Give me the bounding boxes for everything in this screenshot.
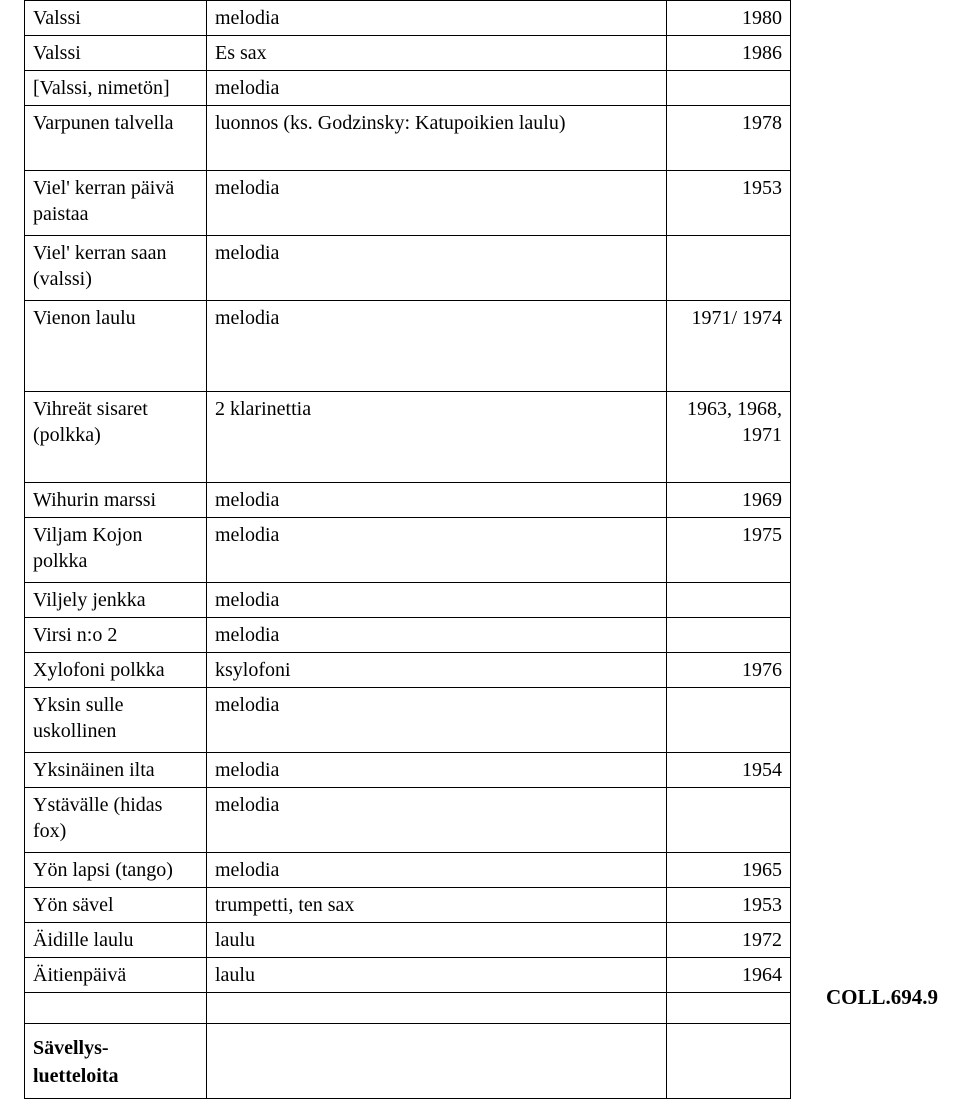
year-cell (667, 788, 791, 853)
table-row (25, 301, 791, 392)
title-cell: Vienon laulu (25, 301, 207, 392)
year-cell: 1978 (667, 106, 791, 171)
table-row (25, 583, 791, 618)
instrument-cell: laulu (207, 923, 667, 958)
year-cell (667, 236, 791, 301)
table-row (25, 392, 791, 483)
table-row (25, 888, 791, 923)
year-cell: 1972 (667, 923, 791, 958)
footer-title-line: luetteloita (33, 1065, 119, 1087)
table-row (25, 853, 791, 888)
title-cell: Viel' kerran päivä paistaa (25, 171, 207, 236)
table-row (25, 618, 791, 653)
year-cell: 1953 (667, 888, 791, 923)
instrument-cell: luonnos (ks. Godzinsky: Katupoikien laulu) (207, 106, 667, 171)
year-cell: 1980 (667, 1, 791, 36)
instrument-cell: melodia (207, 301, 667, 392)
instrument-cell: Es sax (207, 36, 667, 71)
table-row (25, 753, 791, 788)
table-row (25, 236, 791, 301)
instrument-cell: melodia (207, 1, 667, 36)
title-cell: Äidille laulu (25, 923, 207, 958)
table-row (25, 1, 791, 36)
instrument-cell: melodia (207, 753, 667, 788)
empty-cell (207, 993, 667, 1024)
year-cell (667, 688, 791, 753)
year-cell: 1953 (667, 171, 791, 236)
title-cell: Vihreät sisaret (polkka) (25, 392, 207, 483)
table-row (25, 923, 791, 958)
instrument-cell: melodia (207, 688, 667, 753)
table-row (25, 106, 791, 171)
empty-cell (25, 993, 207, 1024)
title-cell: Viel' kerran saan (valssi) (25, 236, 207, 301)
empty-cell (667, 1024, 791, 1099)
title-cell: Virsi n:o 2 (25, 618, 207, 653)
year-cell: 1975 (667, 518, 791, 583)
table-row (25, 688, 791, 753)
title-cell: Valssi (25, 36, 207, 71)
year-cell: 1954 (667, 753, 791, 788)
footer-title-cell (25, 1024, 207, 1099)
year-cell: 1964 (667, 958, 791, 993)
title-cell: Yksinäinen ilta (25, 753, 207, 788)
title-cell: [Valssi, nimetön] (25, 71, 207, 106)
table-row (25, 36, 791, 71)
title-cell: Yön sävel (25, 888, 207, 923)
title-cell: Äitienpäivä (25, 958, 207, 993)
instrument-cell: ksylofoni (207, 653, 667, 688)
title-cell: Varpunen talvella (25, 106, 207, 171)
instrument-cell: melodia (207, 618, 667, 653)
table-row (25, 518, 791, 583)
instrument-cell: melodia (207, 171, 667, 236)
table-row-empty (25, 993, 791, 1024)
footer-title-line: Sävellys- (33, 1037, 109, 1059)
table-row (25, 483, 791, 518)
title-cell: Xylofoni polkka (25, 653, 207, 688)
title-cell: Ystävälle (hidas fox) (25, 788, 207, 853)
instrument-cell: melodia (207, 853, 667, 888)
year-cell: 1969 (667, 483, 791, 518)
instrument-cell: laulu (207, 958, 667, 993)
instrument-cell: melodia (207, 483, 667, 518)
instrument-cell: 2 klarinettia (207, 392, 667, 483)
instrument-cell: melodia (207, 236, 667, 301)
title-cell: Yön lapsi (tango) (25, 853, 207, 888)
year-cell (667, 583, 791, 618)
table-row (25, 788, 791, 853)
year-cell: 1971/ 1974 (667, 301, 791, 392)
empty-cell (667, 993, 791, 1024)
title-cell: Viljam Kojon polkka (25, 518, 207, 583)
year-cell: 1986 (667, 36, 791, 71)
instrument-cell: melodia (207, 71, 667, 106)
title-cell: Wihurin marssi (25, 483, 207, 518)
footer-title (33, 1034, 198, 1090)
title-cell: Viljely jenkka (25, 583, 207, 618)
composition-catalog-table (24, 0, 791, 1099)
title-cell: Yksin sulle uskollinen (25, 688, 207, 753)
title-cell: Valssi (25, 1, 207, 36)
table-row (25, 171, 791, 236)
year-cell (667, 618, 791, 653)
instrument-cell: melodia (207, 788, 667, 853)
year-cell (667, 71, 791, 106)
footer-row (25, 1024, 791, 1099)
table-row (25, 653, 791, 688)
year-cell: 1976 (667, 653, 791, 688)
instrument-cell: melodia (207, 518, 667, 583)
table-row (25, 71, 791, 106)
table-row (25, 958, 791, 993)
instrument-cell: trumpetti, ten sax (207, 888, 667, 923)
year-cell: 1965 (667, 853, 791, 888)
empty-cell (207, 1024, 667, 1099)
collection-code: COLL.694.9 (825, 985, 938, 1009)
year-cell: 1963, 1968, 1971 (667, 392, 791, 483)
instrument-cell: melodia (207, 583, 667, 618)
